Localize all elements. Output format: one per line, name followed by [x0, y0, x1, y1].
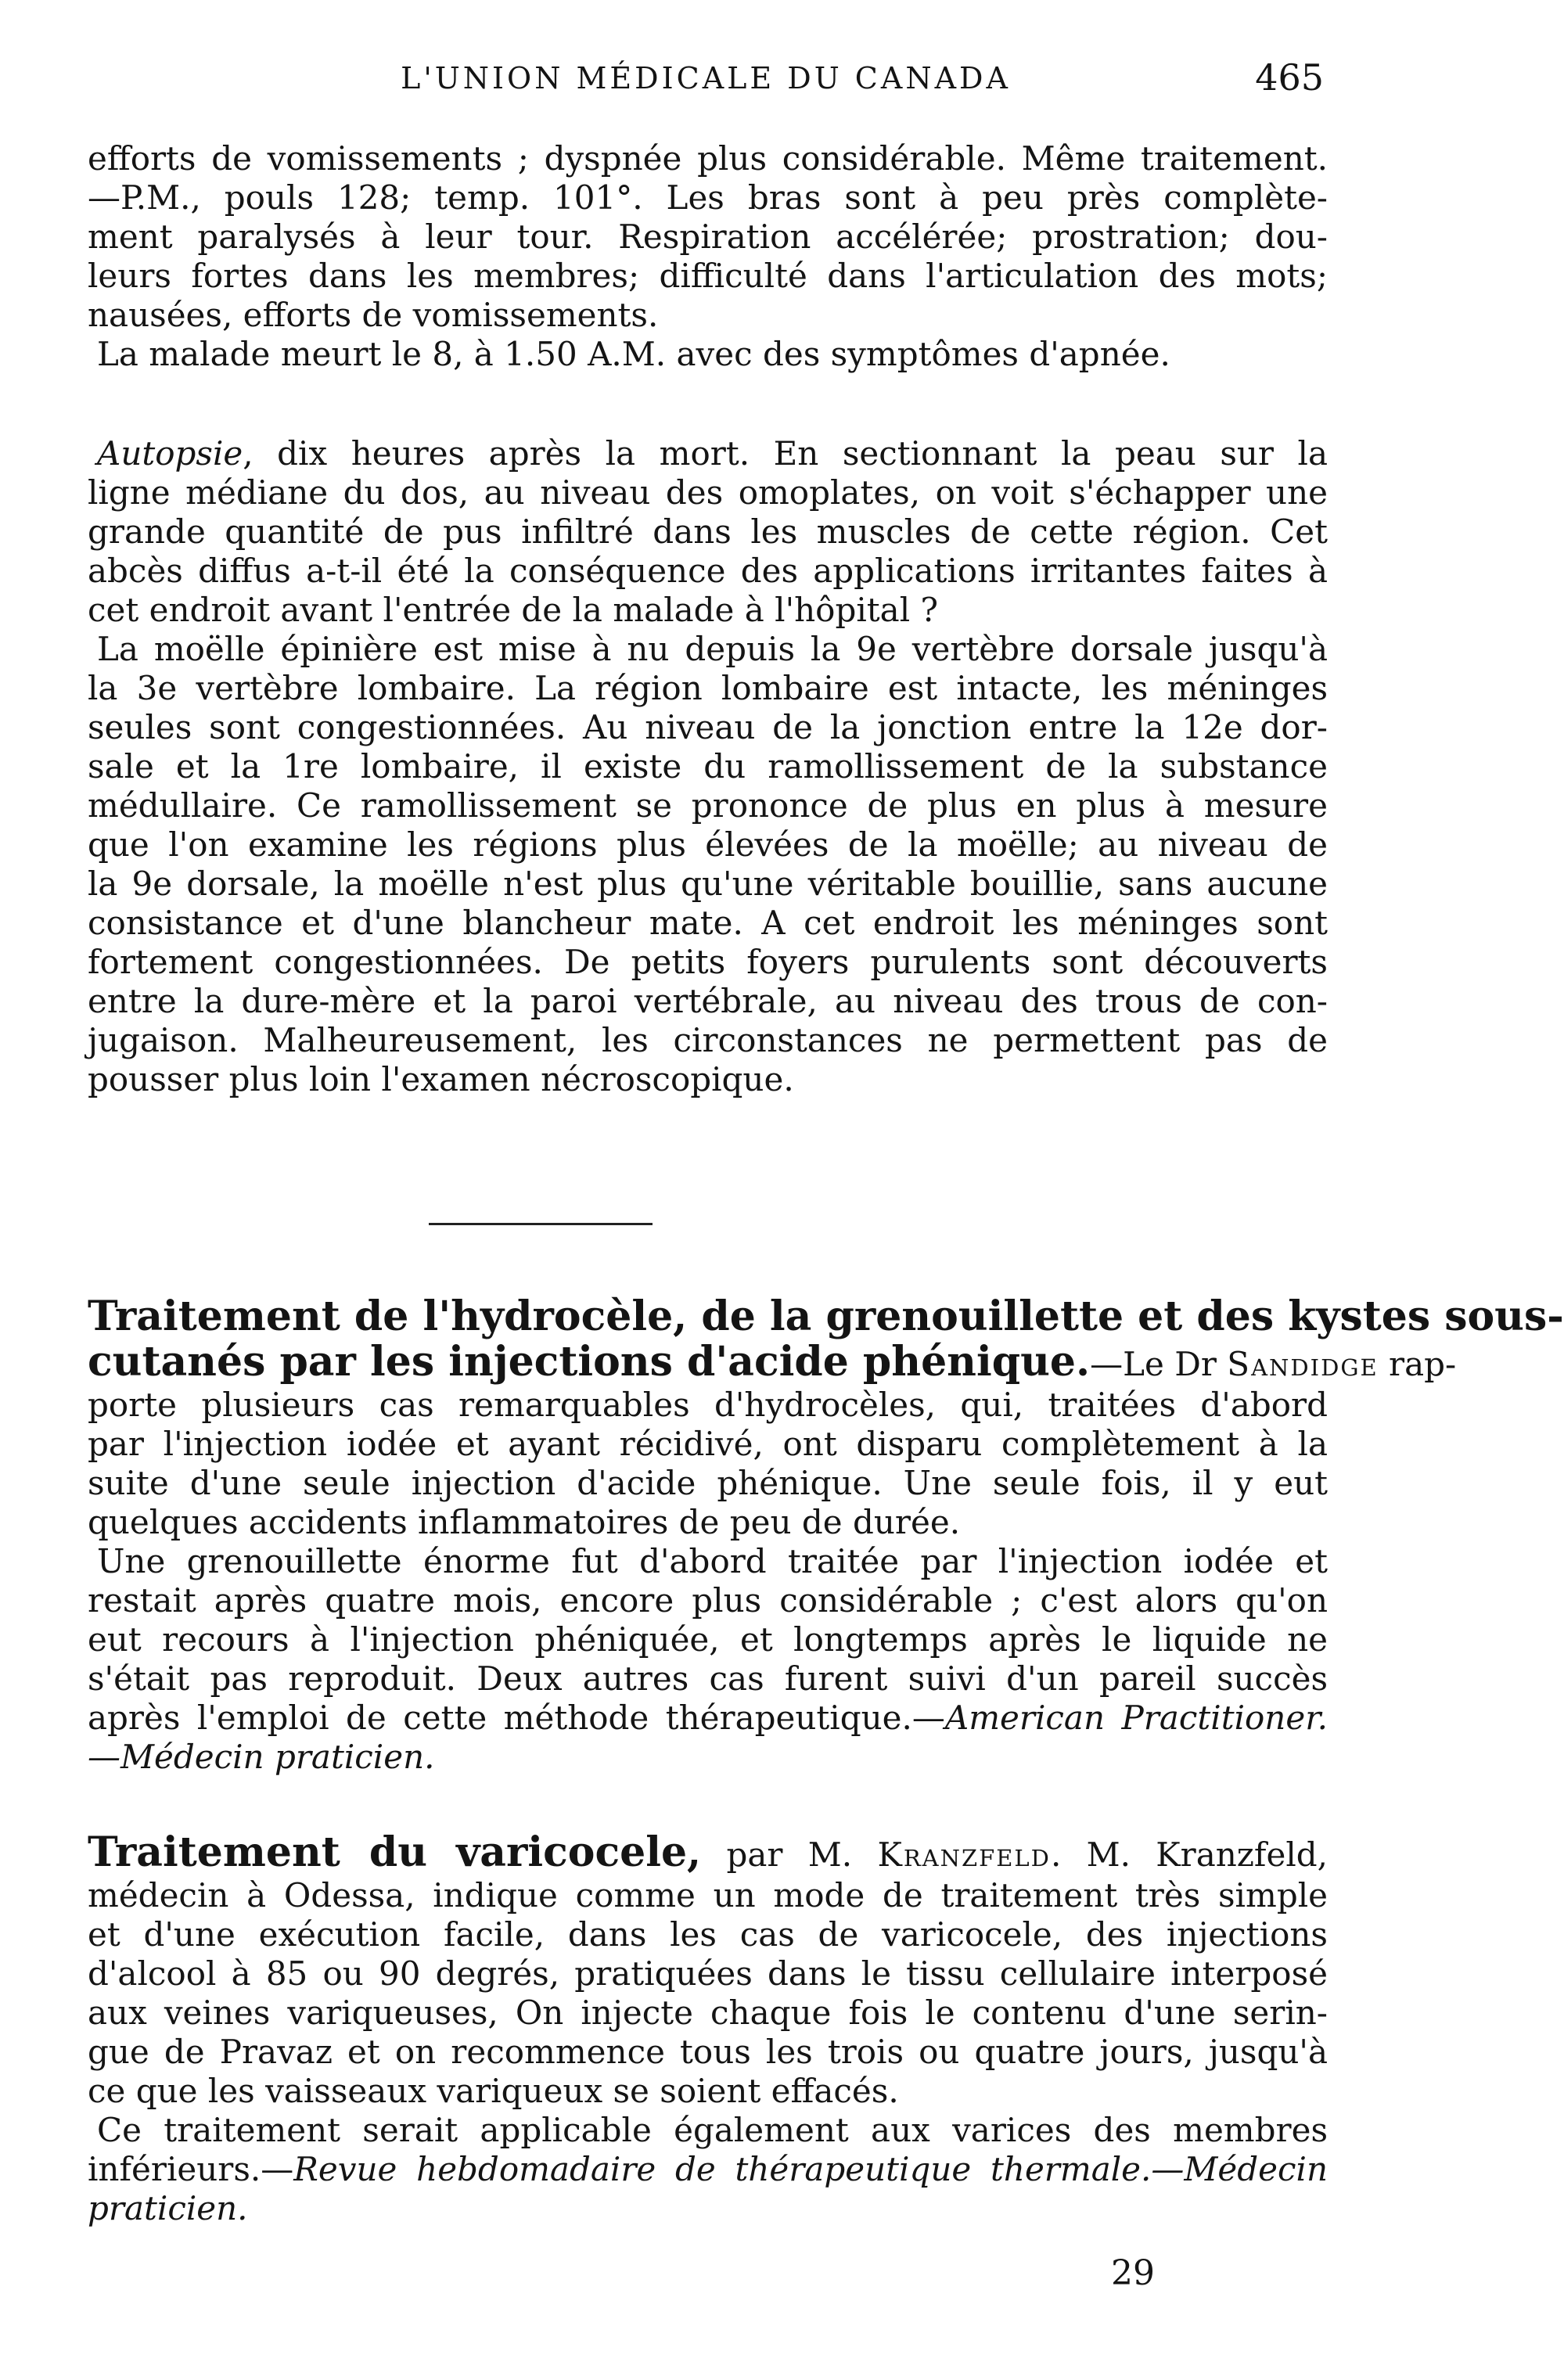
text-line: entre la dure-mère et la paroi vertébrale, au niveau des trous de con-	[88, 982, 1328, 1020]
article-heading: Traitement du varicocele,	[88, 1828, 702, 1876]
text-line: fortement congestionnées. De petits foyers purulents sont découverts	[88, 943, 1328, 981]
text-line: efforts de vomissements ; dyspnée plus considérable. Même traitement.	[88, 139, 1328, 178]
author-name: Sandidge	[1227, 1345, 1379, 1383]
text-line: et d'une exécution facile, dans les cas de varicocele, des injections	[88, 1915, 1328, 1954]
autopsy-first-rest: , dix heures après la mort. En sectionnant la peau sur la	[243, 434, 1328, 473]
text-line: aux veines variqueuses, On injecte chaque fois le contenu d'une serin-	[88, 1994, 1328, 2032]
source-journal: American Practitioner.	[944, 1699, 1329, 1737]
text-line: consistance et d'une blancheur mate. A cet endroit les méninges sont	[88, 904, 1328, 942]
text-line: grande quantité de pus infiltré dans les muscles de cette région. Cet	[88, 512, 1328, 551]
source-text: inférieurs.—	[88, 2150, 294, 2188]
text-line: ligne médiane du dos, au niveau des omoplates, on voit s'échapper une	[88, 473, 1328, 512]
text-line: ment paralysés à leur tour. Respiration accélérée; prostration; dou-	[88, 218, 1328, 256]
text-line: quelques accidents inflammatoires de peu de durée.	[88, 1503, 961, 1541]
author-name: Kranzfeld	[877, 1835, 1051, 1874]
text-line: La moëlle épinière est mise à nu depuis la 9e vertèbre dorsale jusqu'à	[97, 630, 1328, 668]
text-line: la 3e vertèbre lombaire. La région lombaire est intacte, les méninges	[88, 669, 1328, 707]
text-line: d'alcool à 85 ou 90 degrés, pratiquées dans le tissu cellulaire interposé	[88, 1954, 1328, 1993]
text-line: —P.M., pouls 128; temp. 101°. Les bras sont à peu près complète-	[88, 178, 1328, 217]
text-line: la 9e dorsale, la moëlle n'est plus qu'une véritable bouillie, sans aucune	[88, 865, 1328, 903]
text-line: que l'on examine les régions plus élevées de la moëlle; au niveau de	[88, 825, 1328, 864]
text-line: La malade meurt le 8, à 1.50 A.M. avec des symptômes d'apnée.	[97, 335, 1170, 373]
text-line: gue de Pravaz et on recommence tous les trois ou quatre jours, jusqu'à	[88, 2033, 1328, 2071]
text-line: suite d'une seule injection d'acide phénique. Une seule fois, il y eut	[88, 1464, 1328, 1502]
page-number: 465	[1255, 56, 1324, 99]
text-line: cet endroit avant l'entrée de la malade à l'hôpital ?	[88, 591, 938, 629]
text-line: médullaire. Ce ramollissement se prononce de plus en plus à mesure	[88, 786, 1328, 825]
text-line: Ce traitement serait applicable également aux varices des membres	[97, 2111, 1328, 2149]
autopsy-first-line	[97, 434, 1328, 473]
article-heading-cont: cutanés par les injections d'acide phénique.	[88, 1338, 1091, 1386]
section-divider	[429, 1223, 653, 1225]
article-heading-line2	[88, 1338, 1457, 1386]
text-line: pousser plus loin l'examen nécroscopique.	[88, 1060, 794, 1098]
text-line: eut recours à l'injection phéniquée, et longtemps après le liquide ne	[88, 1620, 1328, 1659]
heading-by: par M.	[701, 1835, 878, 1874]
text-line: nausées, efforts de vomissements.	[88, 296, 659, 334]
source-line: —Médecin praticien.	[88, 1738, 435, 1776]
text-line: s'était pas reproduit. Deux autres cas furent suivi d'un pareil succès	[88, 1659, 1328, 1698]
text-line: restait après quatre mois, encore plus considérable ; c'est alors qu'on	[88, 1581, 1328, 1620]
heading-tail: rap-	[1378, 1345, 1457, 1383]
text-line: par l'injection iodée et ayant récidivé, ont disparu complètement à la	[88, 1425, 1328, 1463]
source-text: après l'emploi de cette méthode thérapeutique.—	[88, 1699, 945, 1737]
heading-tail: . M. Kranzfeld,	[1050, 1835, 1328, 1874]
running-header	[0, 56, 1411, 108]
text-line: jugaison. Malheureusement, les circonstances ne permettent pas de	[88, 1021, 1328, 1059]
text-line: abcès diffus a-t-il été la conséquence des applications irritantes faites à	[88, 552, 1328, 590]
source-line: praticien.	[88, 2189, 248, 2227]
text-line: médecin à Odessa, indique comme un mode de traitement très simple	[88, 1876, 1328, 1914]
text-line: sale et la 1re lombaire, il existe du ramollissement de la substance	[88, 747, 1328, 786]
text-line: seules sont congestionnées. Au niveau de la jonction entre la 12e dor-	[88, 708, 1328, 746]
heading-dash: —Le Dr	[1090, 1345, 1228, 1383]
text-line: leurs fortes dans les membres; difficulté dans l'articulation des mots;	[88, 257, 1328, 295]
article-heading: Traitement de l'hydrocèle, de la grenouillette et des kystes sous-	[88, 1292, 1564, 1340]
running-title: L'UNION MÉDICALE DU CANADA	[401, 61, 1011, 95]
text-line: porte plusieurs cas remarquables d'hydrocèles, qui, traitées d'abord	[88, 1386, 1328, 1424]
source-line	[88, 2150, 1328, 2189]
source-line	[88, 1699, 1328, 1738]
text-line: ce que les vaisseaux variqueux se soient effacés.	[88, 2072, 899, 2110]
article-heading-line	[88, 1828, 1328, 1877]
source-journal: Revue hebdomadaire de thérapeutique thermale.—Médecin	[293, 2150, 1328, 2188]
text-line: Une grenouillette énorme fut d'abord traitée par l'injection iodée et	[97, 1542, 1328, 1580]
signature-number: 29	[1111, 2253, 1155, 2293]
autopsy-label: Autopsie	[97, 434, 243, 473]
